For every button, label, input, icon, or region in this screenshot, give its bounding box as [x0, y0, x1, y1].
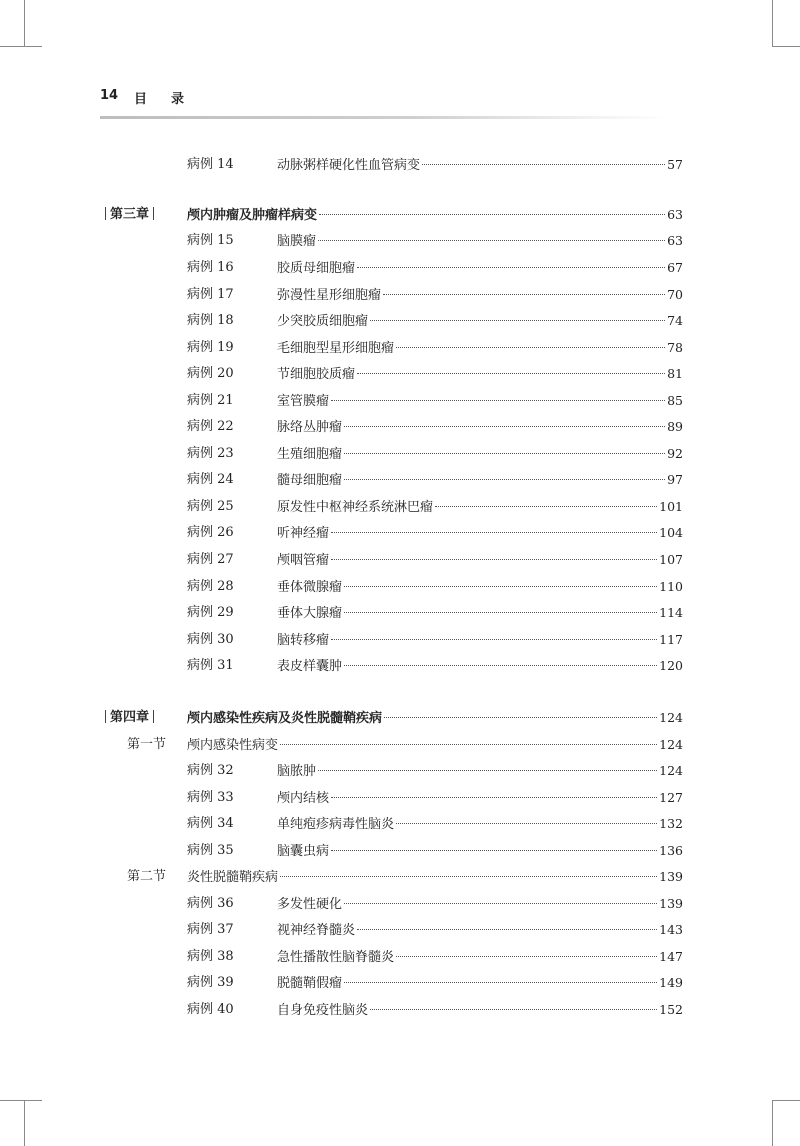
header-rule — [100, 116, 670, 119]
toc-entry-case[interactable] — [187, 443, 683, 465]
running-head-title: 目录 — [134, 92, 209, 107]
case-number: 病例 37 — [187, 922, 234, 937]
toc-entry-case[interactable] — [187, 946, 683, 968]
entry-title: 脱髓鞘假瘤 — [277, 976, 343, 991]
page-ref: 149 — [659, 975, 683, 990]
page-ref: 124 — [659, 763, 683, 778]
dot-leader — [331, 837, 657, 851]
toc-entry-case[interactable] — [187, 390, 683, 412]
toc-entry-case[interactable] — [187, 469, 683, 491]
dot-leader — [384, 704, 657, 718]
case-number: 病例 21 — [187, 393, 234, 408]
entry-title: 脑脓肿 — [277, 764, 317, 779]
dot-leader — [344, 573, 657, 587]
toc-entry-case[interactable] — [187, 154, 683, 176]
entry-title: 室管膜瘤 — [277, 394, 330, 409]
case-number: 病例 30 — [187, 632, 234, 647]
entry-title: 毛细胞型星形细胞瘤 — [277, 341, 395, 356]
crop-mark — [0, 46, 42, 47]
page-ref: 67 — [667, 260, 683, 275]
case-number: 病例 16 — [187, 260, 234, 275]
case-number: 病例 23 — [187, 446, 234, 461]
case-number: 病例 29 — [187, 605, 234, 620]
entry-title: 颅内肿瘤及肿瘤样病变 — [187, 208, 318, 223]
dot-leader — [280, 731, 657, 745]
dot-leader — [344, 599, 657, 613]
page-ref: 63 — [667, 207, 683, 222]
entry-title: 髓母细胞瘤 — [277, 473, 343, 488]
toc-entry-section[interactable] — [127, 734, 683, 756]
dot-leader — [383, 281, 665, 295]
dot-leader — [331, 387, 665, 401]
entry-title: 急性播散性脑脊髓炎 — [277, 950, 395, 965]
dot-leader — [331, 626, 657, 640]
case-number: 病例 35 — [187, 843, 234, 858]
entry-title: 炎性脱髓鞘疾病 — [187, 870, 279, 885]
dot-leader — [344, 440, 665, 454]
dot-leader — [396, 810, 657, 824]
toc-entry-case[interactable] — [187, 284, 683, 306]
dot-leader — [344, 890, 657, 904]
dot-leader — [370, 996, 657, 1010]
dot-leader — [396, 334, 665, 348]
entry-title: 听神经瘤 — [277, 526, 330, 541]
crop-mark — [772, 46, 800, 47]
case-number: 病例 17 — [187, 287, 234, 302]
chapter-bar — [153, 710, 154, 723]
entry-title: 单纯疱疹病毒性脑炎 — [277, 817, 395, 832]
crop-mark — [772, 0, 773, 46]
entry-title: 脑膜瘤 — [277, 234, 317, 249]
toc-entry-case[interactable] — [187, 972, 683, 994]
entry-title: 节细胞胶质瘤 — [277, 367, 356, 382]
crop-mark — [24, 1100, 25, 1146]
case-number: 病例 27 — [187, 552, 234, 567]
toc-entry-case[interactable] — [187, 310, 683, 332]
case-number: 病例 24 — [187, 472, 234, 487]
page-number: 14 — [100, 88, 119, 103]
toc-entry-case[interactable] — [187, 760, 683, 782]
toc-entry-case[interactable] — [187, 230, 683, 252]
page-ref: 81 — [667, 366, 683, 381]
page-ref: 78 — [667, 340, 683, 355]
page-ref: 117 — [659, 632, 683, 647]
entry-title: 颅内感染性疾病及炎性脱髓鞘疾病 — [187, 711, 383, 726]
case-number: 病例 14 — [187, 157, 234, 172]
page-ref: 120 — [659, 658, 683, 673]
entry-title: 脑囊虫病 — [277, 844, 330, 859]
page-ref: 124 — [659, 710, 683, 725]
section-number: 第一节 — [127, 737, 167, 752]
toc-entry-case[interactable] — [187, 813, 683, 835]
case-number: 病例 20 — [187, 366, 234, 381]
case-number: 病例 26 — [187, 525, 234, 540]
chapter-number: 第三章 — [101, 204, 158, 226]
dot-leader — [396, 943, 657, 957]
page-ref: 127 — [659, 790, 683, 805]
dot-leader — [344, 969, 657, 983]
case-number: 病例 40 — [187, 1002, 234, 1017]
page-ref: 104 — [659, 525, 683, 540]
toc-entry-case[interactable] — [187, 655, 683, 677]
dot-leader — [331, 784, 657, 798]
case-number: 病例 18 — [187, 313, 234, 328]
dot-leader — [331, 519, 657, 533]
page-ref: 92 — [667, 446, 683, 461]
toc-entry-case[interactable] — [187, 919, 683, 941]
entry-title: 垂体微腺瘤 — [277, 580, 343, 595]
dot-leader — [357, 916, 657, 930]
page-ref: 152 — [659, 1002, 683, 1017]
dot-leader — [357, 254, 665, 268]
crop-mark — [772, 1100, 773, 1146]
toc-entry-case[interactable] — [187, 416, 683, 438]
entry-title: 表皮样囊肿 — [277, 659, 343, 674]
toc-entry-case[interactable] — [187, 602, 683, 624]
entry-title: 视神经脊髓炎 — [277, 923, 356, 938]
entry-title: 颅咽管瘤 — [277, 553, 330, 568]
dot-leader — [344, 652, 657, 666]
crop-mark — [24, 0, 25, 46]
crop-mark — [0, 1100, 42, 1101]
dot-leader — [318, 757, 657, 771]
page-ref: 85 — [667, 393, 683, 408]
chapter-bar — [105, 207, 106, 220]
dot-leader — [370, 307, 665, 321]
toc-entry-case[interactable] — [187, 337, 683, 359]
page-ref: 139 — [659, 869, 683, 884]
toc-entry-case[interactable] — [187, 257, 683, 279]
entry-title: 垂体大腺瘤 — [277, 606, 343, 621]
case-number: 病例 38 — [187, 949, 234, 964]
case-number: 病例 22 — [187, 419, 234, 434]
page-ref: 101 — [659, 499, 683, 514]
page-ref: 110 — [659, 579, 683, 594]
page-ref: 114 — [659, 605, 683, 620]
dot-leader — [280, 863, 657, 877]
entry-title: 原发性中枢神经系统淋巴瘤 — [277, 500, 434, 515]
toc-entry-chapter[interactable] — [101, 707, 683, 729]
dot-leader — [357, 360, 665, 374]
entry-title: 生殖细胞瘤 — [277, 447, 343, 462]
page-ref: 143 — [659, 922, 683, 937]
entry-title: 多发性硬化 — [277, 897, 343, 912]
entry-title: 自身免疫性脑炎 — [277, 1003, 369, 1018]
toc-entry-case[interactable] — [187, 840, 683, 862]
chapter-bar — [105, 710, 106, 723]
page-ref: 132 — [659, 816, 683, 831]
toc-entry-case[interactable] — [187, 549, 683, 571]
dot-leader — [318, 227, 665, 241]
toc-entry-case[interactable] — [187, 893, 683, 915]
chapter-bar — [153, 207, 154, 220]
toc-entry-section[interactable] — [127, 866, 683, 888]
toc-entry-case[interactable] — [187, 522, 683, 544]
crop-mark — [772, 1100, 800, 1101]
page-ref: 139 — [659, 896, 683, 911]
dot-leader — [344, 466, 665, 480]
dot-leader — [422, 151, 665, 165]
dot-leader — [344, 413, 665, 427]
page-ref: 136 — [659, 843, 683, 858]
case-number: 病例 28 — [187, 579, 234, 594]
entry-title: 脉络丛肿瘤 — [277, 420, 343, 435]
toc-entry-case[interactable] — [187, 363, 683, 385]
toc-entry-case[interactable] — [187, 496, 683, 518]
entry-title: 动脉粥样硬化性血管病变 — [277, 158, 421, 173]
toc-entry-chapter[interactable] — [101, 204, 683, 226]
section-number: 第二节 — [127, 869, 167, 884]
page-ref: 74 — [667, 313, 683, 328]
toc-entry-case[interactable] — [187, 999, 683, 1021]
page-ref: 63 — [667, 233, 683, 248]
dot-leader — [331, 546, 657, 560]
toc-entry-case[interactable] — [187, 576, 683, 598]
page-ref: 89 — [667, 419, 683, 434]
case-number: 病例 34 — [187, 816, 234, 831]
case-number: 病例 31 — [187, 658, 234, 673]
dot-leader — [435, 493, 657, 507]
case-number: 病例 19 — [187, 340, 234, 355]
case-number: 病例 15 — [187, 233, 234, 248]
toc-entry-case[interactable] — [187, 787, 683, 809]
page-ref: 107 — [659, 552, 683, 567]
entry-title: 脑转移瘤 — [277, 633, 330, 648]
case-number: 病例 36 — [187, 896, 234, 911]
entry-title: 少突胶质细胞瘤 — [277, 314, 369, 329]
entry-title: 弥漫性星形细胞瘤 — [277, 288, 382, 303]
case-number: 病例 33 — [187, 790, 234, 805]
entry-title: 颅内感染性病变 — [187, 738, 279, 753]
page-ref: 70 — [667, 287, 683, 302]
entry-title: 颅内结核 — [277, 791, 330, 806]
case-number: 病例 39 — [187, 975, 234, 990]
case-number: 病例 25 — [187, 499, 234, 514]
page-ref: 57 — [667, 157, 683, 172]
toc-entry-case[interactable] — [187, 629, 683, 651]
dot-leader — [319, 201, 665, 215]
page-ref: 124 — [659, 737, 683, 752]
chapter-number: 第四章 — [101, 707, 158, 729]
page-ref: 147 — [659, 949, 683, 964]
entry-title: 胶质母细胞瘤 — [277, 261, 356, 276]
case-number: 病例 32 — [187, 763, 234, 778]
page-ref: 97 — [667, 472, 683, 487]
